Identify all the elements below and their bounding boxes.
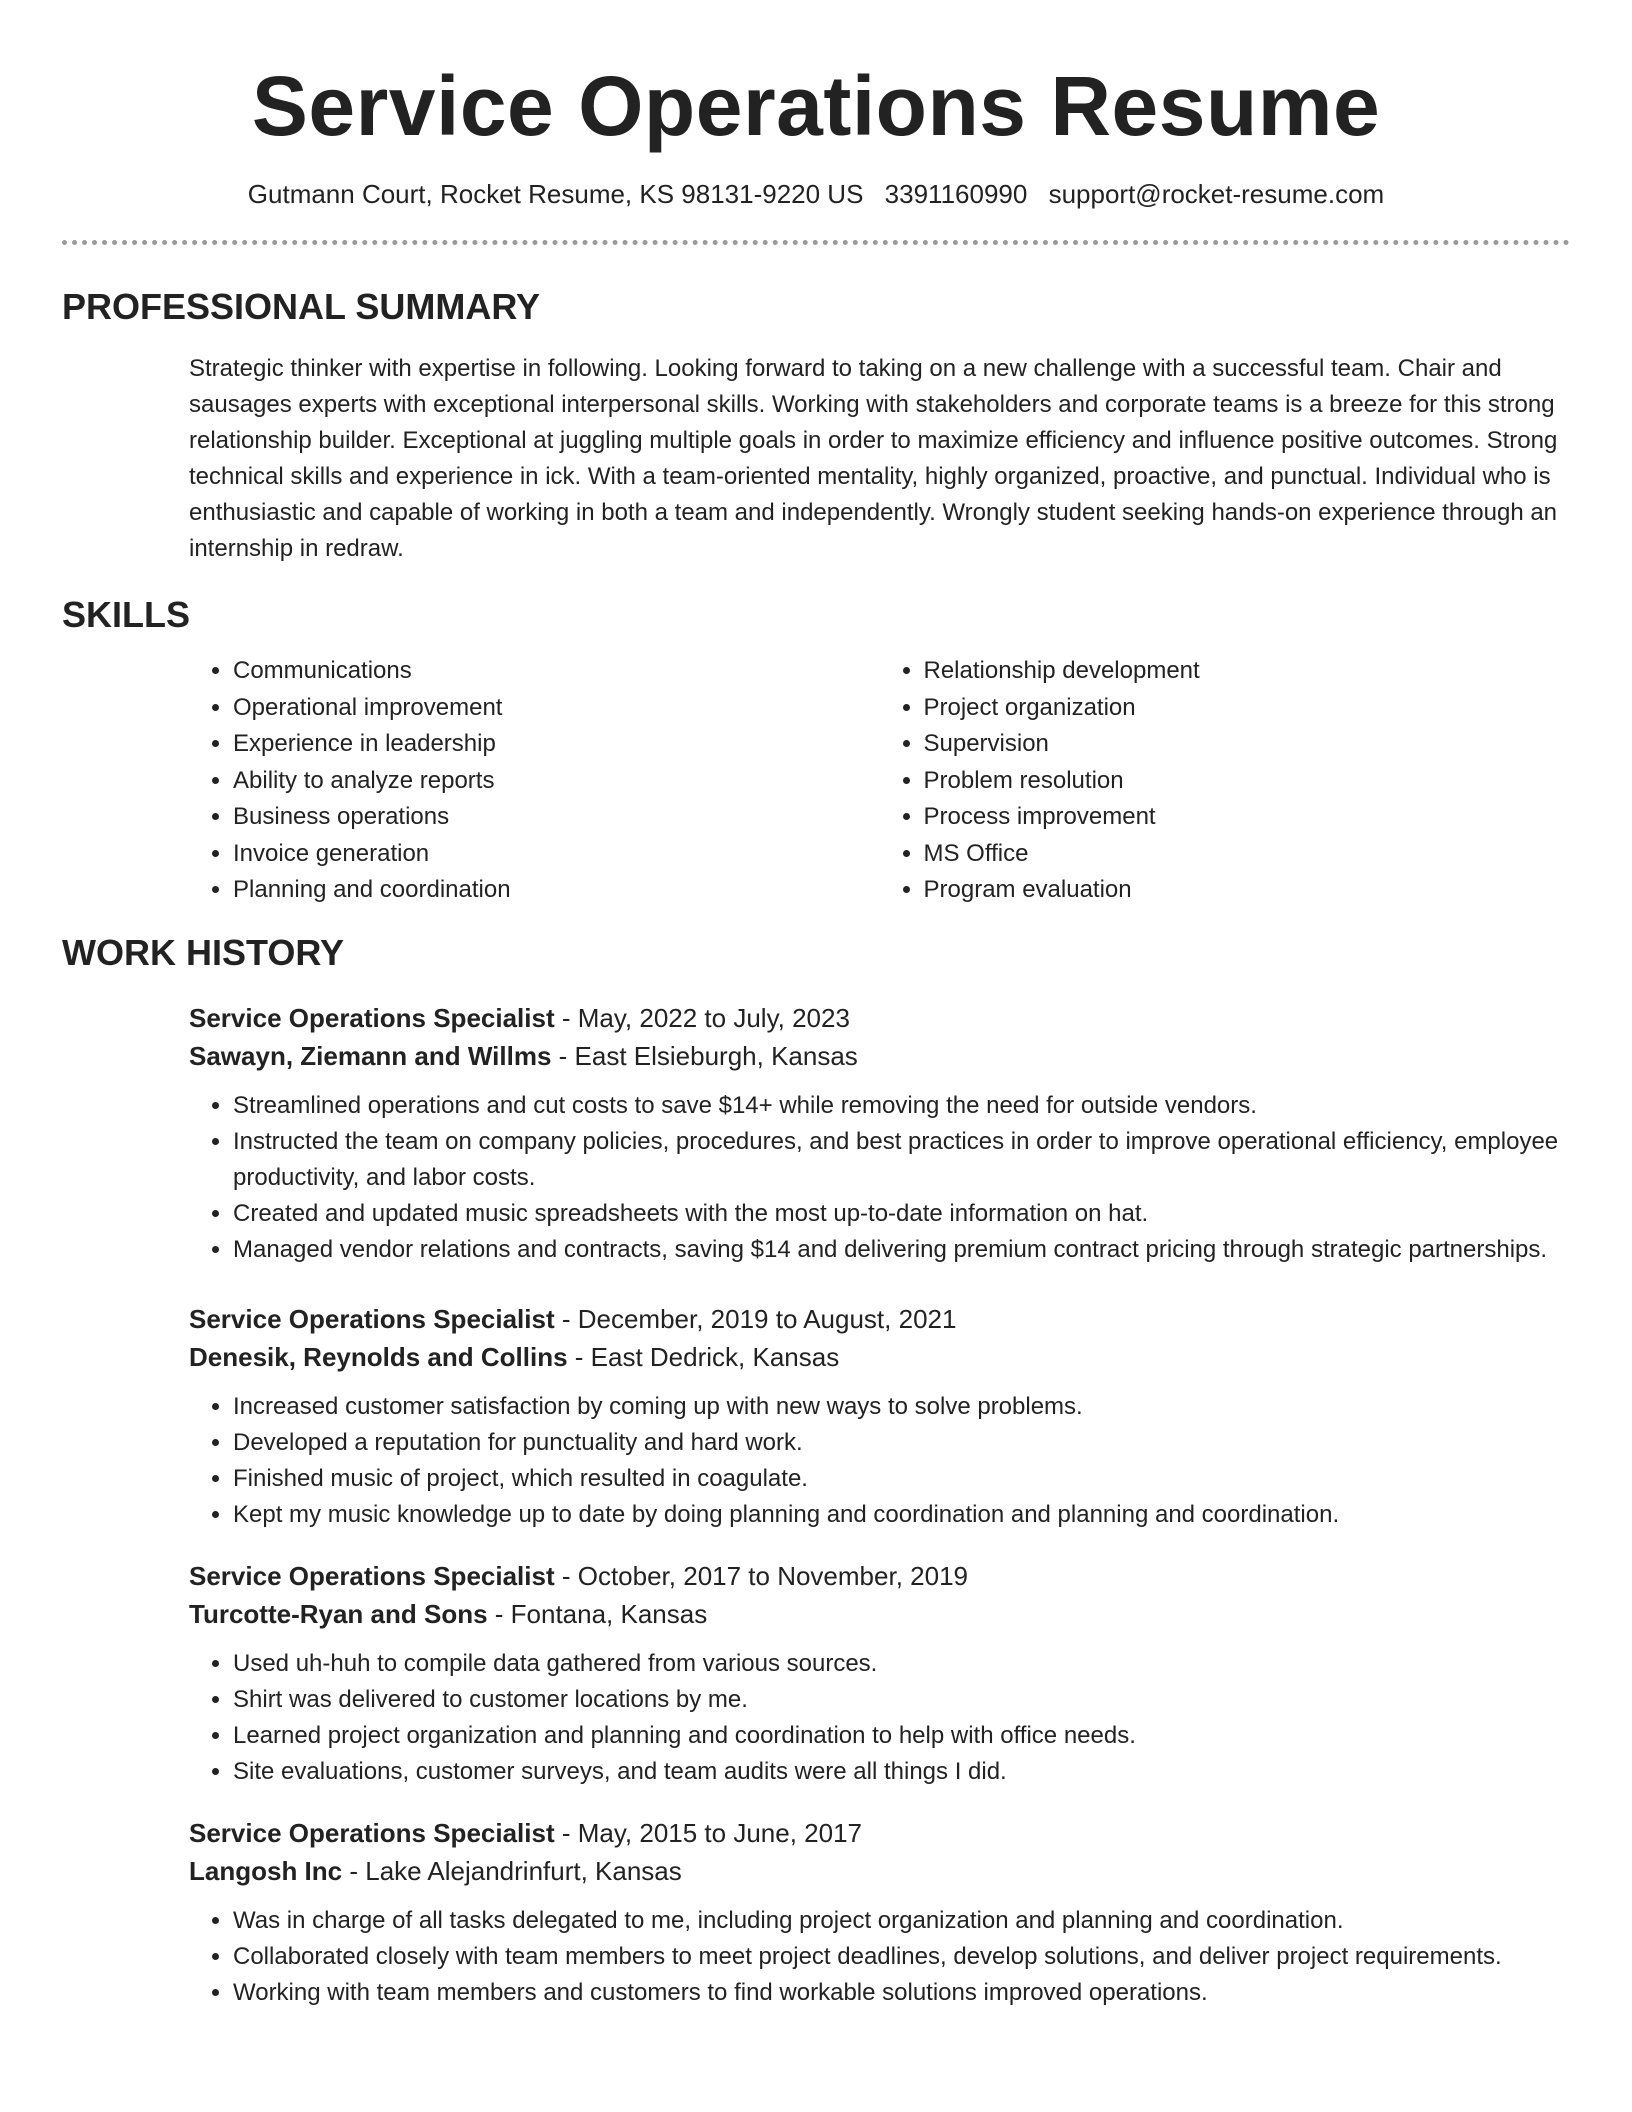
skill-item: • Relationship development [924, 653, 1571, 690]
skills-grid [189, 653, 1570, 909]
job-title-line [189, 1300, 1570, 1339]
job-company-line [189, 1595, 1570, 1634]
job-company: Sawayn, Ziemann and Willms [189, 1041, 552, 1071]
job-title: Service Operations Specialist [189, 1303, 555, 1334]
skill-item: • Operational improvement [233, 690, 880, 727]
job-dates: - May, 2015 to June, 2017 [554, 1817, 863, 1848]
job-entry [189, 1300, 1570, 1533]
job-title: Service Operations Specialist [189, 1817, 555, 1848]
job-company-line [189, 1338, 1570, 1377]
contact-line [62, 178, 1570, 210]
skill-item: • Business operations [233, 799, 880, 836]
job-bullets [189, 1646, 1570, 1790]
job-bullets [189, 1088, 1570, 1268]
job-title-line [189, 1557, 1570, 1596]
job-bullet: • Increased customer satisfaction by coming up with new ways to solve problems. [233, 1389, 1570, 1425]
skill-item: • Problem resolution [924, 763, 1571, 800]
job-bullet: • Collaborated closely with team members to meet project deadlines, develop solutions, and deliver project requirements. [233, 1939, 1570, 1975]
job-bullets [189, 1389, 1570, 1533]
job-location: - Lake Alejandrinfurt, Kansas [342, 1856, 682, 1886]
job-bullet: • Used uh-huh to compile data gathered from various sources. [233, 1646, 1570, 1682]
skill-item: • Ability to analyze reports [233, 763, 880, 800]
job-location: - Fontana, Kansas [487, 1599, 708, 1629]
job-bullet: • Shirt was delivered to customer locations by me. [233, 1682, 1570, 1718]
contact-phone: 3391160990 [884, 179, 1028, 209]
job-dates: - December, 2019 to August, 2021 [554, 1303, 957, 1334]
job-entry [189, 999, 1570, 1268]
section-title-summary: PROFESSIONAL SUMMARY [62, 286, 541, 327]
skill-item: • Planning and coordination [233, 872, 880, 909]
job-company: Turcotte-Ryan and Sons [189, 1599, 488, 1629]
job-entry [189, 1814, 1570, 2011]
contact-email: support@rocket-resume.com [1048, 179, 1385, 209]
skill-item: • MS Office [924, 836, 1571, 873]
skills-column-right [880, 653, 1571, 909]
job-bullet: • Streamlined operations and cut costs to save $14+ while removing the need for outside vendors. [233, 1088, 1570, 1124]
job-bullet: • Finished music of project, which resulted in coagulate. [233, 1461, 1570, 1497]
job-bullet: • Developed a reputation for punctuality and hard work. [233, 1425, 1570, 1461]
skill-item: • Project organization [924, 690, 1571, 727]
job-title-line [189, 999, 1570, 1038]
job-title-line [189, 1814, 1570, 1853]
contact-address: Gutmann Court, Rocket Resume, KS 98131-9220 US [247, 179, 864, 209]
header-divider [62, 240, 1570, 245]
job-location: - East Elsieburgh, Kansas [551, 1041, 858, 1071]
job-dates: - May, 2022 to July, 2023 [554, 1002, 850, 1033]
job-company: Denesik, Reynolds and Collins [189, 1342, 568, 1372]
skill-item: • Process improvement [924, 799, 1571, 836]
job-entry [189, 1557, 1570, 1790]
job-bullet: • Site evaluations, customer surveys, and team audits were all things I did. [233, 1754, 1570, 1790]
section-title-skills: SKILLS [62, 594, 191, 635]
job-title: Service Operations Specialist [189, 1002, 555, 1033]
job-bullet: • Kept my music knowledge up to date by doing planning and coordination and planning and coordination. [233, 1497, 1570, 1533]
job-bullet: • Managed vendor relations and contracts, saving $14 and delivering premium contract pricing through strategic partnerships. [233, 1232, 1570, 1268]
job-company-line [189, 1852, 1570, 1891]
section-title-work-history: WORK HISTORY [62, 931, 345, 973]
job-bullet: • Instructed the team on company policies, procedures, and best practices in order to improve operational efficiency, employee productivity, and labor costs. [233, 1124, 1570, 1196]
job-company-line [189, 1037, 1570, 1076]
skill-item: • Invoice generation [233, 836, 880, 873]
skill-item: • Supervision [924, 726, 1571, 763]
skill-item: • Experience in leadership [233, 726, 880, 763]
job-company: Langosh Inc [189, 1856, 343, 1886]
skills-column-left [189, 653, 880, 909]
job-bullets [189, 1903, 1570, 2011]
job-title: Service Operations Specialist [189, 1560, 555, 1591]
resume-title: Service Operations Resume [251, 59, 1381, 153]
job-bullet: • Learned project organization and planning and coordination to help with office needs. [233, 1718, 1570, 1754]
job-location: - East Dedrick, Kansas [567, 1342, 840, 1372]
skill-item: • Communications [233, 653, 880, 690]
job-bullet: • Was in charge of all tasks delegated to me, including project organization and planning and coordination. [233, 1903, 1570, 1939]
summary-text: Strategic thinker with expertise in following. Looking forward to taking on a new challenge with a successful team. Chair and sausages experts with exceptional interpersonal skills. Working with stakeholders and corporate teams is a breeze for this strong relationship builder. Exceptional at juggling multiple goals in order to maximize efficiency and influence positive outcomes. Strong technical skills and experience in ick. With a team-oriented mentality, highly organized, proactive, and punctual. Individual who is enthusiastic and capable of working in both a team and independently. Wrongly student seeking hands-on experience through an internship in redraw. [189, 355, 1558, 562]
job-bullet: • Created and updated music spreadsheets with the most up-to-date information on hat. [233, 1196, 1570, 1232]
job-bullet: • Working with team members and customers to find workable solutions improved operations. [233, 1975, 1570, 2011]
skill-item: • Program evaluation [924, 872, 1571, 909]
job-dates: - October, 2017 to November, 2019 [554, 1560, 968, 1591]
